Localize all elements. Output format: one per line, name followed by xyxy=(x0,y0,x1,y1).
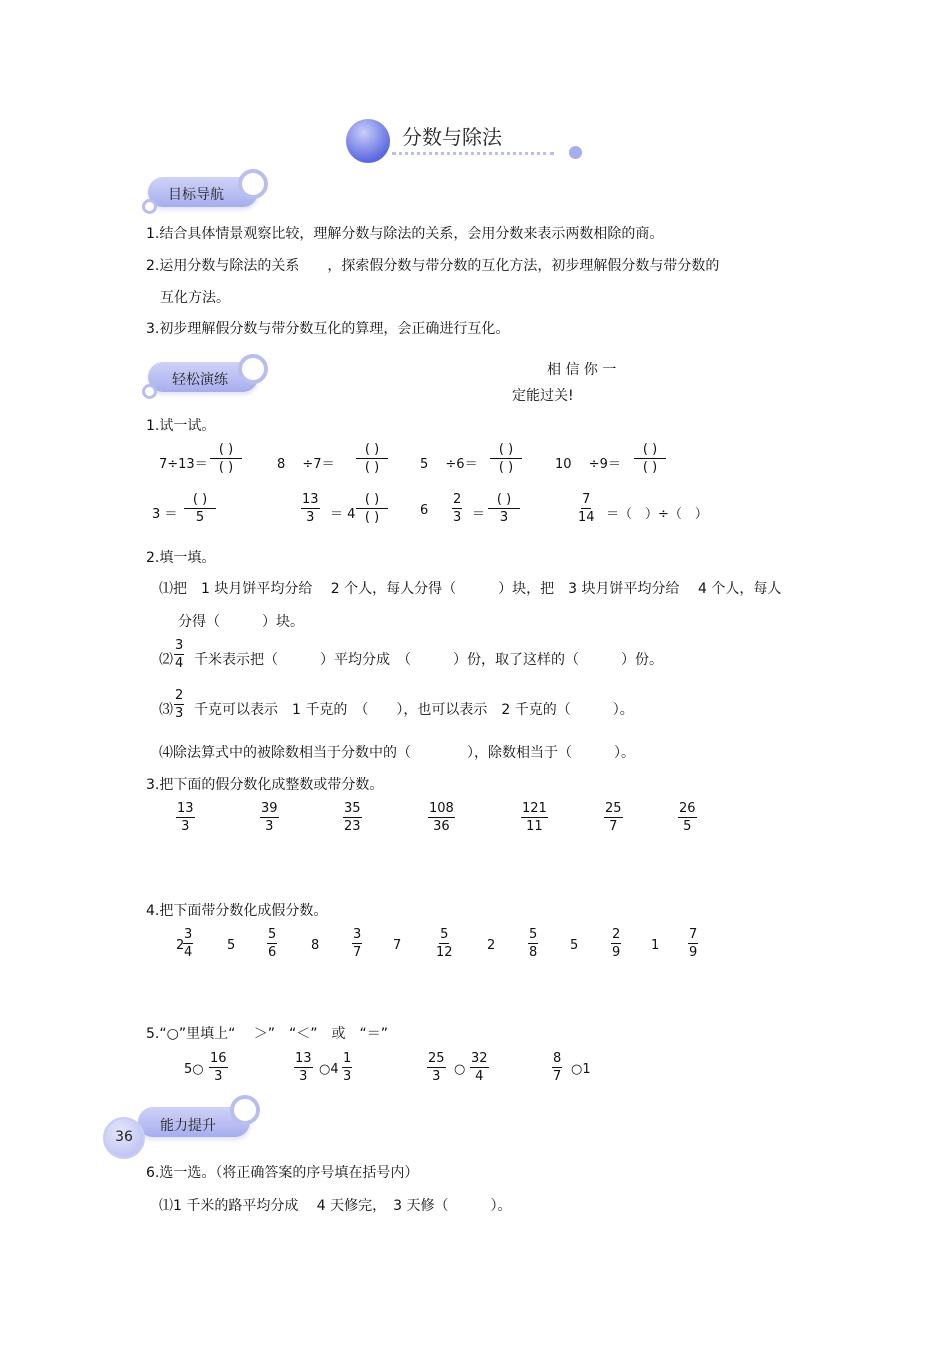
q2-p1a: ⑴把 1 块月饼平均分给 2 个人，每人分得（ ）块，把 3 块月饼平均分给 4 个人，每人 xyxy=(159,581,782,597)
q4-whole-7: 1 xyxy=(651,938,660,953)
q1-r2-c-frac2: ( ) 3 xyxy=(488,492,520,525)
q3-title: 3.把下面的假分数化成整数或带分数。 xyxy=(146,777,384,793)
q1-r1-frac-1: ( ) ( ) xyxy=(210,442,242,475)
q3-frac-4: $\frac{108}{36}$ xyxy=(429,801,454,834)
section-improve-label: 能力提升 xyxy=(160,1118,216,1134)
q1-r2-a-whole: 3 ＝ xyxy=(152,507,178,522)
q2-p3-pre: ⑶ xyxy=(159,702,173,718)
q1-r1-frac-4: ( ) ( ) xyxy=(634,442,666,475)
q5-c2-frac2: $\frac{1}{3}$ xyxy=(343,1051,352,1084)
q1-r2-c-eq: ＝ xyxy=(472,507,486,522)
q5-c1-frac: $\frac{16}{3}$ xyxy=(210,1051,227,1084)
title-end-dot xyxy=(569,146,582,159)
q1-r2-c-frac: $\frac{2}{3}$ xyxy=(453,492,462,525)
q5-c4-right: ○1 xyxy=(571,1062,591,1077)
q2-p2-post: 千米表示把（ ）平均分成 （ ）份，取了这样的（ ）份。 xyxy=(194,652,663,668)
q2-p2-pre: ⑵ xyxy=(159,652,173,668)
goal-1: 1.结合具体情景观察比较，理解分数与除法的关系，会用分数来表示两数相除的商。 xyxy=(146,226,664,242)
q3-frac-2: $\frac{39}{3}$ xyxy=(261,801,278,834)
q1-r2-b-frac: $\frac{13}{3}$ xyxy=(302,492,319,525)
goal-2-cont: 互化方法。 xyxy=(160,290,230,306)
q1-r2-b-frac2: ( ) ( ) xyxy=(356,492,388,525)
q1-r2-c-whole: 6 xyxy=(420,503,429,518)
q1-r2-b-eq: ＝ 4 xyxy=(330,507,356,522)
q4-frac-6: $\frac{2}{9}$ xyxy=(612,927,621,960)
q4-whole-5: 2 xyxy=(487,938,496,953)
section-goals-label: 目标导航 xyxy=(168,187,224,203)
q2-p3-frac: $\frac{2}{3}$ xyxy=(175,688,184,721)
q3-frac-5: $\frac{121}{11}$ xyxy=(522,801,547,834)
q3-frac-6: $\frac{25}{7}$ xyxy=(605,801,622,834)
section-improve-header xyxy=(132,1107,267,1141)
q1-r2-d-rhs: ＝（ ）÷（ ） xyxy=(606,507,708,522)
q4-frac-2: $\frac{5}{6}$ xyxy=(268,927,277,960)
q1-title: 1.试一试。 xyxy=(146,418,216,434)
goal-2: 2.运用分数与除法的关系 ，探索假分数与带分数的互化方法，初步理解假分数与带分数的 xyxy=(146,258,720,274)
q2-p2-frac: $\frac{3}{4}$ xyxy=(175,638,184,671)
q6-p1: ⑴1 千米的路平均分成 4 天修完， 3 天修（ ）。 xyxy=(159,1198,512,1214)
cheer-line-2: 定能过关! xyxy=(512,388,574,404)
q2-p1b: 分得（ ）块。 xyxy=(178,614,304,630)
page-number-badge xyxy=(103,1117,145,1159)
page-number: 36 xyxy=(115,1129,133,1145)
q4-whole-2: 5 xyxy=(227,938,236,953)
q2-p4: ⑷除法算式中的被除数相当于分数中的（ ），除数相当于（ ）。 xyxy=(159,745,635,761)
q4-whole-6: 5 xyxy=(570,938,579,953)
q1-r2-d-frac: $\frac{7}{14}$ xyxy=(578,492,595,525)
q3-frac-1: $\frac{13}{3}$ xyxy=(177,801,194,834)
q1-r2-a-frac: ( ) 5 xyxy=(184,492,216,525)
q5-c1-left: 5○ xyxy=(184,1062,204,1077)
q4-frac-5: $\frac{5}{8}$ xyxy=(529,927,538,960)
q4-whole-4: 7 xyxy=(393,938,402,953)
q5-title: 5.“○”里填上“ ＞” “＜” 或 “＝” xyxy=(146,1026,389,1042)
q4-whole-1: 2 xyxy=(176,938,185,953)
q4-frac-7: $\frac{7}{9}$ xyxy=(689,927,698,960)
q5-c3-frac: $\frac{25}{3}$ xyxy=(428,1051,445,1084)
q5-c3-mid: ○ xyxy=(454,1062,466,1077)
q4-frac-3: $\frac{3}{7}$ xyxy=(353,927,362,960)
q5-c3-frac2: $\frac{32}{4}$ xyxy=(471,1051,488,1084)
q1-r1-lhs-2: 8 ÷7＝ xyxy=(277,457,335,472)
q4-frac-4: $\frac{5}{12}$ xyxy=(436,927,453,960)
q5-c4-frac: $\frac{8}{7}$ xyxy=(553,1051,562,1084)
q6-title: 6.选一选。（将正确答案的序号填在括号内） xyxy=(146,1165,419,1181)
section-goals-header xyxy=(142,177,277,211)
q2-title: 2.填一填。 xyxy=(146,550,216,566)
section-practice-label: 轻松演练 xyxy=(172,372,228,388)
section-practice-header xyxy=(142,362,277,396)
title-dots xyxy=(392,152,554,155)
q1-r1-lhs-1: 7÷13＝ xyxy=(159,457,208,472)
q2-p3-post: 千克可以表示 1 千克的 （ ），也可以表示 2 千克的（ ）。 xyxy=(194,702,634,718)
title-ball xyxy=(346,119,390,163)
page-title: 分数与除法 xyxy=(402,125,502,149)
cheer-line-1: 相 信 你 一 xyxy=(547,362,617,378)
goal-3: 3.初步理解假分数与带分数互化的算理，会正确进行互化。 xyxy=(146,321,510,337)
q3-frac-7: $\frac{26}{5}$ xyxy=(679,801,696,834)
q5-c2-frac: $\frac{13}{3}$ xyxy=(295,1051,312,1084)
q4-title: 4.把下面带分数化成假分数。 xyxy=(146,903,328,919)
q4-whole-3: 8 xyxy=(311,938,320,953)
q3-frac-3: $\frac{35}{23}$ xyxy=(344,801,361,834)
q1-r1-frac-3: ( ) ( ) xyxy=(490,442,522,475)
q1-r1-lhs-4: 10 ÷9＝ xyxy=(555,457,621,472)
q1-r1-frac-2: ( ) ( ) xyxy=(356,442,388,475)
q5-c2-mid: ○4 xyxy=(319,1062,339,1077)
q1-r1-lhs-3: 5 ÷6＝ xyxy=(420,457,478,472)
title-banner xyxy=(340,115,590,165)
q4-frac-1: $\frac{3}{4}$ xyxy=(184,927,193,960)
